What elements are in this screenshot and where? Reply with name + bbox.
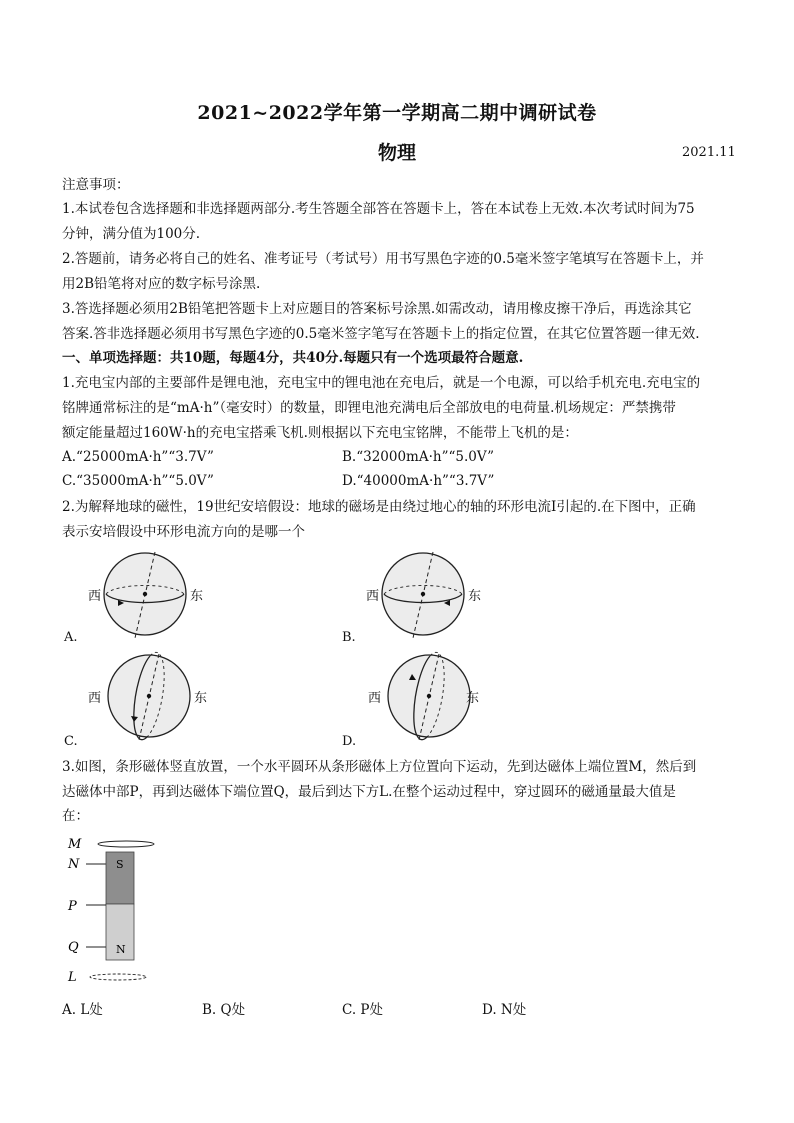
pole-n: N [116,943,126,956]
q1-stem-line: 额定能量超过160W·h的充电宝搭乘飞机.则根据以下充电宝铭牌，不能带上飞机的是： [62,425,578,441]
west-label: 西 [88,589,102,604]
label-l: L [68,970,77,985]
east-label: 东 [190,589,204,604]
q3-option-a: A. L处 [62,1002,103,1018]
section-heading: 一、单项选择题：共10题，每题4分，共40分.每题只有一个选项最符合题意. [62,350,524,366]
q2-stem-line: 表示安培假设中环形电流方向的是哪一个 [62,524,305,540]
q1-option-d: D.“40000mA·h”“3.7V” [342,473,495,489]
q2-stem-line: 2.为解释地球的磁性，19世纪安培假设：地球的磁场是由绕过地心的轴的环形电流I引起的.在下图中，正确 [62,499,696,515]
notes-line: 3.答选择题必须用2B铅笔把答题卡上对应题目的答案标号涂黑.如需改动，请用橡皮擦干净后，再选涂其它 [62,301,692,317]
east-label: 东 [468,589,482,604]
notes-line: 答案.答非选择题必须用书写黑色字迹的0.5毫米签字笔写在答题卡上的指定位置，在其它位置答题一律无效. [62,326,700,342]
q2-option-a: A. [64,630,78,645]
notes-line: 2.答题前，请务必将自己的姓名、准考证号（考试号）用书写黑色字迹的0.5毫米签字笔填写在答题卡上，并 [62,251,704,267]
q1-option-a: A.“25000mA·h”“3.7V” [62,449,214,465]
page-title: 2021~2022学年第一学期高二期中调研试卷 [197,102,597,124]
label-p: P [68,899,77,914]
magnet-figure [60,832,160,992]
notes-line: 1.本试卷包含选择题和非选择题两部分.考生答题全部答在答题卡上，答在本试卷上无效.本次考试时间为75 [62,201,695,217]
notes-heading: 注意事项： [62,177,130,193]
q3-stem-line: 达磁体中部P，再到达磁体下端位置Q，最后到达下方L.在整个运动过程中，穿过圆环的磁通量最大值是 [62,784,676,800]
exam-date: 2021.11 [682,145,736,160]
q3-option-d: D. N处 [482,1002,527,1018]
q2-option-d: D. [342,734,357,749]
q1-stem-line: 铭牌通常标注的是“mA·h”（毫安时）的数量，即锂电池充满电后全部放电的电荷量.机场规定：严禁携带 [62,400,676,416]
q1-option-c: C.“35000mA·h”“5.0V” [62,473,214,489]
subject-title: 物理 [377,142,416,164]
q3-stem-line: 3.如图，条形磁体竖直放置，一个水平圆环从条形磁体上方位置向下运动，先到达磁体上端位置M，然后到 [62,759,697,775]
q2-option-b: B. [342,630,356,645]
q1-stem-line: 1.充电宝内部的主要部件是锂电池，充电宝中的锂电池在充电后，就是一个电源，可以给手机充电.充电宝的 [62,375,701,391]
pole-s: S [116,858,124,871]
q2-option-c: C. [64,734,78,749]
west-label: 西 [368,691,382,706]
east-label: 东 [194,691,208,706]
label-n: N [68,857,80,872]
east-label: 东 [466,691,480,706]
notes-line: 用2B铅笔将对应的数字标号涂黑. [62,276,261,292]
notes-line: 分钟，满分值为100分. [62,226,201,242]
label-q: Q [68,940,79,955]
west-label: 西 [88,691,102,706]
q3-option-c: C. P处 [342,1002,384,1018]
label-m: M [68,837,82,852]
q3-stem-line: 在： [62,808,89,824]
q3-option-b: B. Q处 [202,1002,246,1018]
west-label: 西 [366,589,380,604]
q1-option-b: B.“32000mA·h”“5.0V” [342,449,495,465]
